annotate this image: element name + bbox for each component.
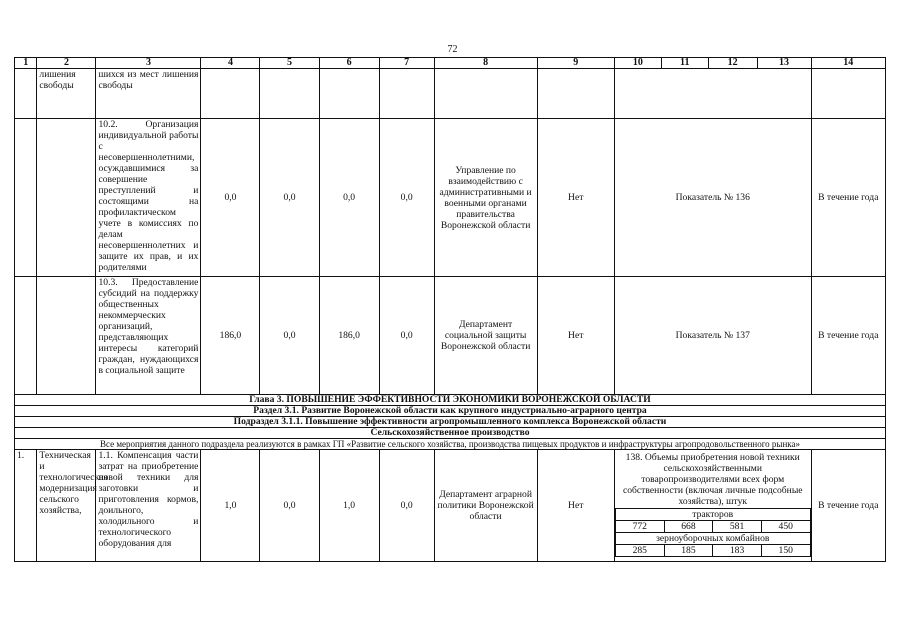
funding-cell: Нет [537,450,614,562]
table-row [15,119,886,277]
note-row [15,439,886,450]
indicator-value: 772 [615,521,664,533]
value-cell: 0,0 [201,119,260,277]
value-cell: 186,0 [319,277,379,395]
subsection-title: Подраздел 3.1.1. Повышение эффективности агропромышленного комплекса Воронежской области [15,417,886,428]
value-cell: 0,0 [379,119,434,277]
col-header: 6 [319,58,379,69]
value-cell: 0,0 [260,119,319,277]
measure-cell: шихся из мест лишения свободы [96,69,201,119]
value-cell: 0,0 [319,119,379,277]
page-number: 72 [447,44,458,55]
indicator-value: 183 [713,545,762,557]
term-cell: В течение года [811,277,885,395]
measure-cell: 10.3. Предоставление субсидий на поддержку общественных некоммерческих организаций, представляющих интересы категорий граждан, нуждающихся в социальной защите [96,277,201,395]
indicator-value: 668 [664,521,713,533]
chapter-title: Глава 3. ПОВЫШЕНИЕ ЭФФЕКТИВНОСТИ ЭКОНОМИКИ ВОРОНЕЖСКОЙ ОБЛАСТИ [15,395,886,406]
col-header: 3 [96,58,201,69]
indicator-value: 581 [713,521,762,533]
goal-cell: Техническая и технологическая модернизация сельского хозяйства, [37,450,96,562]
executor-cell: Департамент социальной защиты Воронежской области [434,277,537,395]
goal-cell: лишения свободы [37,69,96,119]
col-header: 7 [379,58,434,69]
col-header: 1 [15,58,37,69]
measure-cell: 1.1. Компенсация части затрат на приобретение новой техники для заготовки и приготовления кормов, доильного, холодильного и технологического оборудования для [96,450,201,562]
indicator-values [615,508,811,557]
indicator-cell [614,450,811,562]
executor-cell: Управление по взаимодействию с административными и военными органами правительства Воронежской области [434,119,537,277]
funding-cell: Нет [537,277,614,395]
indicator-cell: Показатель № 137 [614,277,811,395]
section-row [15,406,886,417]
indicator-value: 185 [664,545,713,557]
value-cell: 186,0 [201,277,260,395]
indicator-sub-label: зерноуборочных комбайнов [615,533,810,545]
col-header: 4 [201,58,260,69]
indicator-value: 285 [615,545,664,557]
row-number: 1. [15,450,37,562]
header-row [15,58,886,69]
funding-cell: Нет [537,119,614,277]
col-header: 10 [614,58,661,69]
value-cell: 0,0 [260,277,319,395]
col-header: 11 [661,58,708,69]
program-note: Все мероприятия данного подраздела реализуются в рамках ГП «Развитие сельского хозяйства, производства пищевых продуктов и инфраструктуры агропродовольственного рынка» [15,439,886,450]
value-cell: 1,0 [319,450,379,562]
col-header: 8 [434,58,537,69]
col-header: 2 [37,58,96,69]
col-header: 13 [757,58,811,69]
value-cell: 0,0 [260,450,319,562]
table-row [15,450,886,562]
subsection-row [15,417,886,428]
col-header: 12 [708,58,757,69]
section-title: Раздел 3.1. Развитие Воронежской области как крупного индустриально-аграрного центра [15,406,886,417]
sector-title: Сельскохозяйственное производство [15,428,886,439]
indicator-cell: Показатель № 136 [614,119,811,277]
col-header: 5 [260,58,319,69]
col-header: 9 [537,58,614,69]
table-row [15,69,886,119]
measures-table [14,57,886,562]
indicator-value: 150 [761,545,810,557]
value-cell: 1,0 [201,450,260,562]
chapter-row [15,395,886,406]
value-cell: 0,0 [379,450,434,562]
table-row [15,277,886,395]
term-cell: В течение года [811,119,885,277]
indicator-sub-label: тракторов [615,509,810,521]
sector-row [15,428,886,439]
term-cell: В течение года [811,450,885,562]
indicator-title: 138. Объемы приобретения новой техники сельскохозяйственными товаропроизводителями всех форм собственности (включая личные подсобные хозяйства), штук [622,452,803,507]
col-header: 14 [811,58,885,69]
executor-cell: Департамент аграрной политики Воронежской области [434,450,537,562]
measure-cell: 10.2. Организация индивидуальной работы с несовершеннолетними, осуждавшимися за совершение преступлений и состоящими на профилактическом учете в комиссиях по делам несовершеннолетних и защите их прав, и их родителями [96,119,201,277]
indicator-value: 450 [761,521,810,533]
value-cell: 0,0 [379,277,434,395]
